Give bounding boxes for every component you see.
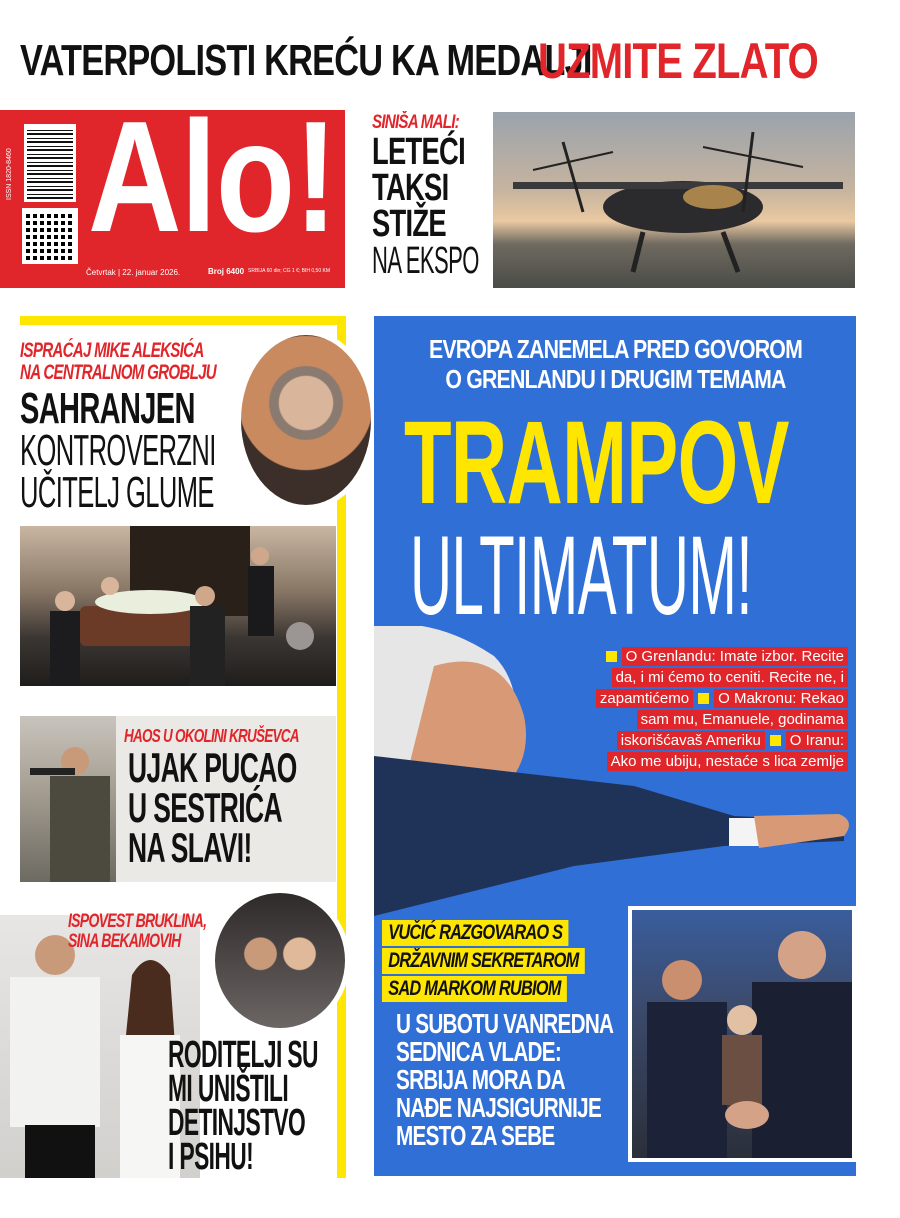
sub-story-kicker-text: SAD MARKOM RUBIOM (382, 976, 567, 1002)
bullet-text: da, i mi ćemo to ceniti. Recite ne, i (612, 668, 848, 687)
bullet-text: O Grenlandu: Imate izbor. Recite (622, 647, 848, 666)
promo-line: STIŽE (372, 203, 446, 245)
bullet-line (596, 753, 848, 771)
top-banner-text: VATERPOLISTI KREĆU KA MEDALJI (20, 36, 592, 85)
bullet-text: iskorišćavaš Ameriku (617, 731, 765, 750)
story2-headline-line: U SESTRIĆA (128, 784, 282, 831)
bullet-text: zapamtićemo (596, 689, 693, 708)
story2-kicker: HAOS U OKOLINI KRUŠEVCA (124, 726, 299, 746)
promo-kicker: SINIŠA MALI: (372, 112, 459, 133)
story2-text-panel (116, 716, 336, 882)
main-title-2: ULTIMATUM! (410, 513, 753, 638)
story3-kicker-line: ISPOVEST BRUKLINA, (68, 911, 207, 932)
left-column-top-rule (20, 316, 346, 325)
bullet-text: sam mu, Emanuele, godinama (637, 710, 848, 729)
sub-story-kicker-text: VUČIĆ RAZGOVARAO S (382, 920, 569, 946)
sub-story-kicker-line (382, 948, 642, 974)
sub-story-kicker-line (382, 920, 642, 946)
story3-portrait-photo (210, 888, 350, 1033)
main-subhead-line: EVROPA ZANEMELA PRED GOVOROM (428, 334, 802, 364)
bullet-line (596, 690, 848, 708)
story2-shooter-photo (20, 716, 116, 882)
bullet-line (596, 648, 848, 666)
main-bullets (596, 648, 848, 771)
promo-line: TAKSI (372, 167, 449, 209)
sub-story-kicker-text: DRŽAVNIM SEKRETAROM (382, 948, 585, 974)
story1-funeral-photo (20, 526, 336, 686)
promo-photo-air-taxi (493, 112, 855, 288)
issn: ISSN 1820-8460 (6, 148, 13, 200)
bullet-line (596, 669, 848, 687)
bullet-marker-icon (606, 651, 617, 662)
story3-headline-line: DETINJSTVO (168, 1102, 306, 1144)
story3-headline-line: I PSIHU! (168, 1136, 254, 1178)
promo-block (372, 112, 490, 292)
issue-date: Četvrtak | 22. januar 2026. (86, 268, 181, 277)
story3-kicker-line: SINA BEKAMOVIH (68, 931, 181, 952)
sub-story-headline-line: SRBIJA MORA DA (396, 1064, 565, 1095)
barcode (24, 124, 76, 202)
top-banner-highlight: UZMITE ZLATO (538, 33, 818, 89)
issue-price: SRBIJA 60 din; CG 1 €; BIH 0,50 KM (248, 268, 330, 274)
masthead (0, 89, 345, 288)
issue-number: Broj 6400 (208, 267, 245, 276)
sub-story-headline-line: U SUBOTU VANREDNA (396, 1008, 614, 1039)
sub-story-handshake-photo (628, 906, 856, 1162)
main-subhead (374, 334, 856, 394)
bullet-line (596, 732, 848, 750)
bullet-marker-icon (770, 735, 781, 746)
story1-headline-line: KONTROVERZNI (20, 426, 216, 475)
story2-headline-line: UJAK PUCAO (128, 744, 297, 791)
bullet-text: Ako me ubiju, nestaće s lica zemlje (607, 752, 848, 771)
top-banner (20, 28, 880, 98)
sub-story-kicker (382, 920, 642, 1002)
story1-headline-line: SAHRANJEN (20, 384, 195, 433)
main-story-panel (374, 316, 856, 1176)
sub-story-headline-line: NAĐE NAJSIGURNIJE (396, 1092, 602, 1123)
story1-kicker-line: NA CENTRALNOM GROBLJU (20, 361, 216, 384)
main-subhead-line: O GRENLANDU I DRUGIM TEMAMA (444, 364, 786, 394)
story1-portrait-photo (236, 330, 376, 510)
bullet-marker-icon (698, 693, 709, 704)
promo-line: LETEĆI (372, 131, 465, 173)
sub-story-headline-line: SEDNICA VLADE: (396, 1036, 562, 1067)
qr-code-box (22, 208, 78, 264)
logo: Alo! (88, 89, 337, 265)
story2-headline-line: NA SLAVI! (128, 824, 252, 871)
promo-line: NA EKSPO (372, 240, 479, 282)
story3-headline-line: MI UNIŠTILI (168, 1068, 289, 1110)
story2-headline (128, 744, 396, 871)
story1-kicker-line: ISPRAĆAJ MIKE ALEKSIĆA (20, 339, 204, 362)
story3-headline-line: RODITELJI SU (168, 1034, 318, 1076)
bullet-text: O Makronu: Rekao (714, 689, 848, 708)
bullet-line (596, 711, 848, 729)
sub-story-headline-line: MESTO ZA SEBE (396, 1120, 555, 1151)
sub-story-kicker-line (382, 976, 642, 1002)
bullet-text: O Iranu: (786, 731, 848, 750)
story1-headline-line: UČITELJ GLUME (20, 468, 214, 517)
main-title-1: TRAMPOV (404, 397, 789, 529)
